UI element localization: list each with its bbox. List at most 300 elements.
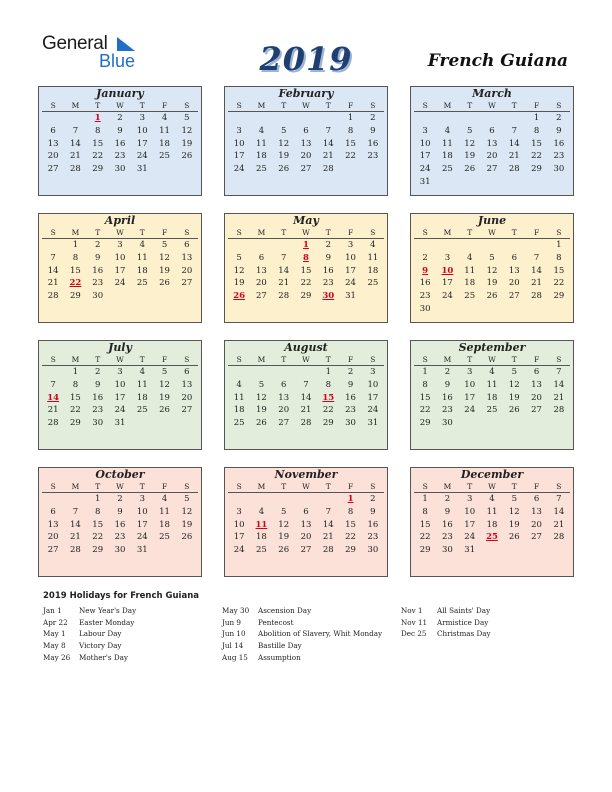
day-cell: 3 — [117, 367, 123, 377]
day-cell: 9 — [370, 125, 376, 136]
day-cell: 6 — [303, 125, 309, 136]
day-cell: 24 — [367, 405, 379, 416]
holiday-date: Apr 22 — [43, 617, 68, 627]
day-cell: 22 — [531, 151, 542, 162]
day-cell: 12 — [508, 506, 520, 517]
day-cell: 8 — [325, 379, 331, 390]
holiday-day-cell: 25 — [486, 532, 498, 543]
day-cell: 22 — [553, 278, 565, 289]
day-cell: 18 — [159, 138, 170, 149]
weekday-header: S — [176, 482, 198, 493]
day-cell: 22 — [70, 405, 81, 416]
weekday-header: M — [250, 101, 272, 112]
day-cell: 24 — [233, 164, 245, 175]
day-cell: 25 — [464, 291, 476, 302]
day-cell: 23 — [442, 405, 453, 416]
day-grid — [39, 355, 201, 430]
day-cell: 19 — [181, 138, 193, 149]
day-cell: 11 — [442, 138, 453, 149]
day-cell: 3 — [422, 125, 428, 136]
day-cell: 24 — [464, 405, 476, 416]
weekday-header: T — [131, 482, 153, 493]
day-cell: 14 — [70, 138, 81, 149]
weekday-header: S — [414, 228, 436, 239]
day-cell: 8 — [94, 506, 101, 517]
empty-cell — [228, 493, 250, 506]
holiday-date: Jun 10 — [222, 629, 246, 639]
day-cell: 7 — [533, 252, 540, 263]
day-cell: 17 — [345, 265, 356, 276]
holiday-item — [43, 652, 136, 664]
day-grid — [39, 101, 201, 176]
day-cell: 31 — [136, 545, 148, 556]
holiday-name: Labour Day — [79, 629, 122, 639]
day-cell: 15 — [419, 392, 431, 403]
empty-cell — [273, 493, 295, 506]
day-cell: 29 — [419, 418, 431, 429]
weekday-header: S — [362, 355, 384, 366]
holiday-name: Assumption — [258, 652, 301, 662]
day-cell: 6 — [50, 125, 56, 136]
month-february — [224, 86, 388, 196]
weekday-header: W — [481, 101, 503, 112]
holiday-date: May 26 — [43, 652, 71, 662]
day-cell: 14 — [70, 519, 81, 530]
day-cell: 28 — [531, 291, 542, 302]
month-september — [410, 340, 574, 450]
holiday-name: Pentecost — [258, 617, 294, 627]
calendar-year: 2019 — [259, 40, 353, 78]
weekday-header: M — [250, 355, 272, 366]
day-cell: 25 — [233, 418, 245, 429]
empty-cell — [42, 493, 64, 506]
day-cell: 14 — [322, 138, 334, 149]
weekday-header: W — [481, 482, 503, 493]
weekday-header: T — [459, 482, 481, 493]
weekday-header: F — [153, 228, 175, 239]
month-name: October — [95, 468, 145, 481]
day-cell: 8 — [72, 379, 79, 390]
day-cell: 11 — [464, 265, 476, 276]
day-cell: 2 — [556, 113, 562, 123]
empty-cell — [250, 239, 272, 252]
day-cell: 11 — [136, 379, 148, 390]
day-cell: 9 — [117, 506, 123, 517]
day-cell: 30 — [92, 291, 104, 302]
day-cell: 8 — [556, 252, 562, 263]
day-cell: 13 — [256, 265, 267, 276]
day-cell: 7 — [325, 506, 331, 517]
day-cell: 27 — [181, 405, 193, 416]
day-cell: 14 — [322, 519, 334, 530]
holiday-day-cell: 30 — [322, 291, 335, 302]
day-cell: 7 — [325, 125, 331, 136]
day-cell: 31 — [464, 545, 476, 556]
day-cell: 12 — [278, 138, 290, 149]
day-cell: 10 — [345, 252, 356, 263]
holiday-date: Dec 25 — [401, 629, 427, 639]
day-cell: 25 — [159, 532, 170, 543]
day-cell: 15 — [345, 138, 356, 149]
day-cell: 11 — [486, 506, 498, 517]
day-cell: 26 — [181, 151, 193, 162]
day-cell: 20 — [531, 519, 542, 530]
day-cell: 21 — [278, 278, 290, 289]
weekday-header: F — [153, 355, 175, 366]
weekday-header: S — [414, 482, 436, 493]
holiday-day-cell: 14 — [47, 392, 60, 403]
weekday-header: W — [109, 355, 131, 366]
weekday-header: W — [295, 355, 317, 366]
weekday-header: T — [459, 355, 481, 366]
day-cell: 29 — [70, 418, 81, 429]
day-cell: 21 — [531, 278, 542, 289]
day-cell: 31 — [367, 418, 379, 429]
day-cell: 27 — [531, 532, 542, 543]
day-cell: 13 — [181, 379, 193, 390]
day-cell: 31 — [136, 164, 148, 175]
day-cell: 3 — [466, 367, 473, 377]
month-august — [224, 340, 388, 450]
day-cell: 4 — [161, 113, 168, 123]
weekday-header: F — [525, 101, 547, 112]
empty-cell — [459, 239, 481, 252]
day-cell: 4 — [139, 240, 145, 250]
weekday-header: M — [64, 101, 86, 112]
weekday-header: S — [362, 101, 384, 112]
day-cell: 5 — [184, 494, 190, 504]
day-cell: 5 — [184, 113, 190, 123]
day-cell: 10 — [367, 379, 379, 390]
day-cell: 31 — [345, 291, 356, 302]
day-cell: 9 — [325, 252, 331, 263]
day-grid — [225, 482, 387, 557]
month-april — [38, 213, 202, 323]
day-cell: 28 — [322, 545, 334, 556]
day-cell: 8 — [422, 506, 428, 517]
holiday-date: May 8 — [43, 641, 66, 651]
day-cell: 28 — [47, 418, 59, 429]
day-cell: 5 — [280, 506, 287, 517]
day-cell: 12 — [464, 138, 476, 149]
day-cell: 15 — [553, 265, 565, 276]
day-cell: 15 — [92, 138, 104, 149]
day-cell: 17 — [136, 138, 148, 149]
day-cell: 20 — [181, 392, 193, 403]
day-cell: 27 — [181, 278, 193, 289]
weekday-header: T — [273, 228, 295, 239]
day-cell: 12 — [486, 265, 498, 276]
day-cell: 29 — [92, 545, 104, 556]
month-name: August — [284, 341, 328, 354]
day-cell: 26 — [278, 164, 290, 175]
holiday-column — [222, 605, 382, 663]
day-cell: 13 — [300, 138, 312, 149]
day-cell: 19 — [486, 278, 498, 289]
day-cell: 1 — [72, 367, 79, 377]
day-cell: 6 — [533, 367, 540, 377]
day-cell: 17 — [136, 519, 148, 530]
day-cell: 13 — [486, 138, 498, 149]
day-cell: 18 — [256, 151, 267, 162]
holiday-date: May 1 — [43, 629, 66, 639]
day-cell: 4 — [466, 252, 473, 263]
weekday-header: S — [548, 228, 570, 239]
day-cell: 2 — [444, 494, 451, 504]
empty-cell — [436, 239, 458, 252]
day-cell: 2 — [325, 240, 331, 250]
day-cell: 10 — [419, 138, 431, 149]
day-cell: 19 — [233, 278, 245, 289]
day-cell: 25 — [256, 164, 267, 175]
day-cell: 18 — [486, 519, 498, 530]
holiday-day-cell: 1 — [347, 494, 354, 504]
month-name: November — [274, 468, 338, 481]
day-cell: 21 — [508, 151, 520, 162]
day-cell: 24 — [114, 278, 126, 289]
day-cell: 16 — [114, 519, 126, 530]
weekday-header: W — [295, 228, 317, 239]
holiday-day-cell: 9 — [422, 265, 429, 276]
day-cell: 9 — [347, 379, 354, 390]
day-cell: 16 — [442, 519, 453, 530]
day-cell: 23 — [92, 278, 104, 289]
day-cell: 26 — [464, 164, 476, 175]
empty-cell — [273, 239, 295, 252]
day-cell: 12 — [181, 506, 193, 517]
weekday-header: S — [42, 101, 64, 112]
day-cell: 7 — [50, 252, 56, 263]
day-cell: 24 — [345, 278, 356, 289]
day-cell: 16 — [367, 138, 379, 149]
brand-name-line2: Blue — [99, 51, 136, 71]
day-cell: 13 — [278, 392, 290, 403]
day-cell: 12 — [159, 379, 170, 390]
empty-cell — [317, 493, 339, 506]
day-cell: 29 — [70, 291, 81, 302]
day-cell: 16 — [367, 519, 379, 530]
day-cell: 7 — [72, 125, 79, 136]
day-cell: 4 — [370, 240, 376, 250]
weekday-header: T — [273, 101, 295, 112]
day-cell: 26 — [508, 405, 520, 416]
day-cell: 31 — [114, 418, 126, 429]
holiday-day-cell: 8 — [303, 252, 309, 263]
day-cell: 2 — [117, 113, 123, 123]
weekday-header: T — [459, 228, 481, 239]
day-cell: 6 — [184, 367, 190, 377]
day-cell: 15 — [531, 138, 542, 149]
weekday-header: S — [228, 101, 250, 112]
holiday-item — [222, 605, 382, 617]
weekday-header: M — [250, 482, 272, 493]
day-cell: 10 — [136, 506, 148, 517]
day-cell: 13 — [531, 506, 542, 517]
day-cell: 27 — [508, 291, 520, 302]
day-grid — [225, 101, 387, 176]
day-cell: 13 — [181, 252, 193, 263]
day-cell: 18 — [256, 532, 267, 543]
day-cell: 15 — [300, 265, 312, 276]
holiday-day-cell: 26 — [233, 291, 246, 302]
day-cell: 4 — [161, 494, 168, 504]
day-cell: 21 — [553, 392, 565, 403]
day-cell: 17 — [367, 392, 379, 403]
day-cell: 16 — [92, 392, 104, 403]
weekday-header: S — [548, 355, 570, 366]
day-grid — [225, 228, 387, 303]
day-cell: 15 — [345, 519, 356, 530]
holiday-day-cell: 15 — [322, 392, 335, 403]
day-cell: 4 — [258, 125, 265, 136]
day-cell: 23 — [322, 278, 334, 289]
day-cell: 3 — [236, 125, 242, 136]
weekday-header: T — [87, 101, 109, 112]
day-cell: 18 — [486, 392, 498, 403]
day-cell: 3 — [444, 252, 451, 263]
empty-cell — [459, 112, 481, 125]
day-cell: 30 — [92, 418, 104, 429]
holidays-title: 2019 Holidays for French Guiana — [43, 591, 199, 601]
weekday-header: M — [64, 355, 86, 366]
holiday-day-cell: 11 — [255, 519, 268, 530]
day-cell: 15 — [70, 392, 81, 403]
weekday-header: T — [503, 101, 525, 112]
day-cell: 9 — [556, 125, 562, 136]
day-cell: 26 — [181, 532, 193, 543]
day-cell: 5 — [489, 252, 495, 263]
day-cell: 23 — [92, 405, 104, 416]
day-cell: 11 — [233, 392, 245, 403]
empty-cell — [250, 493, 272, 506]
day-cell: 19 — [508, 392, 520, 403]
day-cell: 24 — [464, 532, 476, 543]
day-cell: 6 — [489, 125, 495, 136]
month-june — [410, 213, 574, 323]
day-cell: 21 — [322, 532, 334, 543]
empty-cell — [414, 239, 436, 252]
day-cell: 8 — [94, 125, 101, 136]
holiday-name: Easter Monday — [79, 617, 135, 627]
day-cell: 6 — [184, 240, 190, 250]
weekday-header: S — [176, 355, 198, 366]
day-cell: 30 — [442, 418, 453, 429]
day-cell: 9 — [94, 252, 101, 263]
day-cell: 5 — [258, 379, 265, 390]
day-cell: 21 — [300, 405, 312, 416]
day-cell: 28 — [300, 418, 312, 429]
day-cell: 17 — [442, 278, 453, 289]
day-cell: 4 — [489, 367, 495, 377]
holiday-date: May 30 — [222, 606, 250, 615]
day-grid — [411, 101, 573, 189]
day-cell: 15 — [70, 265, 81, 276]
day-cell: 3 — [370, 367, 376, 377]
holiday-item — [43, 628, 136, 640]
day-cell: 19 — [159, 392, 170, 403]
day-grid — [39, 482, 201, 557]
day-cell: 30 — [419, 303, 431, 314]
month-name: December — [460, 468, 524, 481]
day-cell: 10 — [464, 379, 476, 390]
day-cell: 1 — [422, 494, 428, 504]
empty-cell — [250, 366, 272, 379]
day-cell: 11 — [159, 506, 170, 517]
brand-name-line1: General — [42, 33, 108, 54]
day-cell: 13 — [47, 519, 59, 530]
day-cell: 9 — [370, 506, 376, 517]
day-cell: 30 — [114, 545, 126, 556]
weekday-header: T — [317, 101, 339, 112]
holiday-item — [222, 617, 382, 629]
day-cell: 17 — [114, 265, 126, 276]
day-cell: 27 — [47, 164, 59, 175]
month-name: June — [477, 214, 507, 227]
holiday-name: Abolition of Slavery, Whit Monday — [258, 629, 383, 639]
day-cell: 25 — [159, 151, 170, 162]
day-cell: 29 — [553, 291, 565, 302]
day-cell: 27 — [256, 291, 267, 302]
weekday-header: S — [414, 355, 436, 366]
day-cell: 22 — [419, 405, 431, 416]
day-cell: 27 — [47, 545, 59, 556]
day-cell: 4 — [139, 367, 145, 377]
month-january — [38, 86, 202, 196]
day-cell: 16 — [114, 138, 126, 149]
day-cell: 14 — [531, 265, 542, 276]
day-cell: 5 — [236, 252, 242, 263]
day-cell: 28 — [47, 291, 59, 302]
weekday-header: W — [481, 228, 503, 239]
day-cell: 29 — [300, 291, 312, 302]
day-cell: 4 — [444, 125, 451, 136]
holiday-name: New Year's Day — [79, 606, 137, 615]
day-cell: 6 — [258, 252, 265, 263]
weekday-header: S — [362, 228, 384, 239]
weekday-header: M — [436, 101, 458, 112]
holiday-item — [401, 628, 491, 640]
day-cell: 5 — [280, 125, 287, 136]
empty-cell — [295, 112, 317, 125]
day-cell: 2 — [370, 113, 376, 123]
day-cell: 30 — [442, 545, 453, 556]
day-cell: 22 — [92, 532, 104, 543]
holiday-date: Jul 14 — [222, 641, 244, 651]
day-cell: 23 — [367, 151, 379, 162]
day-cell: 11 — [159, 125, 170, 136]
day-cell: 3 — [139, 113, 145, 123]
holiday-item — [401, 605, 491, 617]
day-cell: 14 — [508, 138, 520, 149]
day-cell: 16 — [553, 138, 565, 149]
day-cell: 23 — [553, 151, 565, 162]
day-cell: 21 — [322, 151, 334, 162]
day-cell: 15 — [419, 519, 431, 530]
day-cell: 14 — [553, 379, 565, 390]
day-cell: 18 — [233, 405, 245, 416]
day-cell: 23 — [114, 151, 126, 162]
day-cell: 10 — [114, 252, 126, 263]
day-cell: 17 — [233, 151, 245, 162]
day-cell: 6 — [533, 494, 540, 504]
month-november — [224, 467, 388, 577]
day-cell: 3 — [139, 494, 145, 504]
day-cell: 5 — [511, 367, 517, 377]
month-name: February — [278, 87, 334, 100]
day-cell: 19 — [508, 519, 520, 530]
empty-cell — [481, 112, 503, 125]
day-cell: 4 — [236, 379, 242, 390]
